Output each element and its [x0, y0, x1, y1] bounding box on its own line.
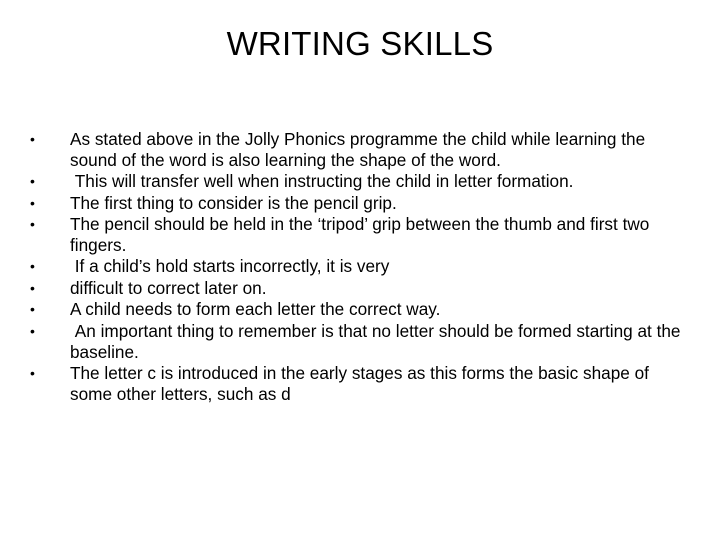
- bullet-glyph: •: [30, 279, 35, 296]
- bullet-glyph: •: [30, 258, 35, 275]
- bullet-text: The first thing to consider is the pencil grip.: [70, 192, 397, 213]
- bullet-glyph: •: [30, 216, 35, 233]
- bullet-item: [30, 193, 690, 214]
- bullet-glyph: •: [30, 301, 35, 318]
- bullet-glyph: •: [30, 194, 35, 211]
- slide-title: WRITING SKILLS: [226, 25, 494, 62]
- bullet-list: [30, 129, 690, 405]
- bullet-item: [30, 363, 690, 404]
- bullet-glyph: •: [30, 322, 35, 339]
- bullet-text: If a child’s hold starts incorrectly, it is very: [70, 256, 390, 277]
- bullet-text: The pencil should be held in the ‘tripod’ grip between the thumb and first two fingers.: [70, 214, 650, 255]
- bullet-glyph: •: [30, 173, 35, 190]
- bullet-text: An important thing to remember is that no letter should be formed starting at the baseline.: [70, 320, 686, 362]
- bullet-text: difficult to correct later on.: [70, 277, 267, 298]
- bullet-item: [30, 299, 690, 320]
- bullet-item: [30, 278, 690, 299]
- bullet-glyph: •: [30, 131, 35, 147]
- bullet-item: [30, 129, 690, 170]
- bullet-item: [30, 321, 690, 362]
- bullet-text: As stated above in the Jolly Phonics programme the child while learning the sound of the word is also learning the shape of the word.: [70, 129, 646, 170]
- bullet-glyph: •: [30, 365, 35, 382]
- bullet-item: [30, 214, 690, 255]
- bullet-item: [30, 256, 690, 277]
- bullet-text: This will transfer well when instructing the child in letter formation.: [70, 171, 574, 192]
- bullet-text: The letter c is introduced in the early stages as this forms the basic shape of some other letters, such as d: [70, 363, 649, 404]
- bullet-text: A child needs to form each letter the correct way.: [70, 299, 441, 320]
- bullet-item: [30, 171, 690, 192]
